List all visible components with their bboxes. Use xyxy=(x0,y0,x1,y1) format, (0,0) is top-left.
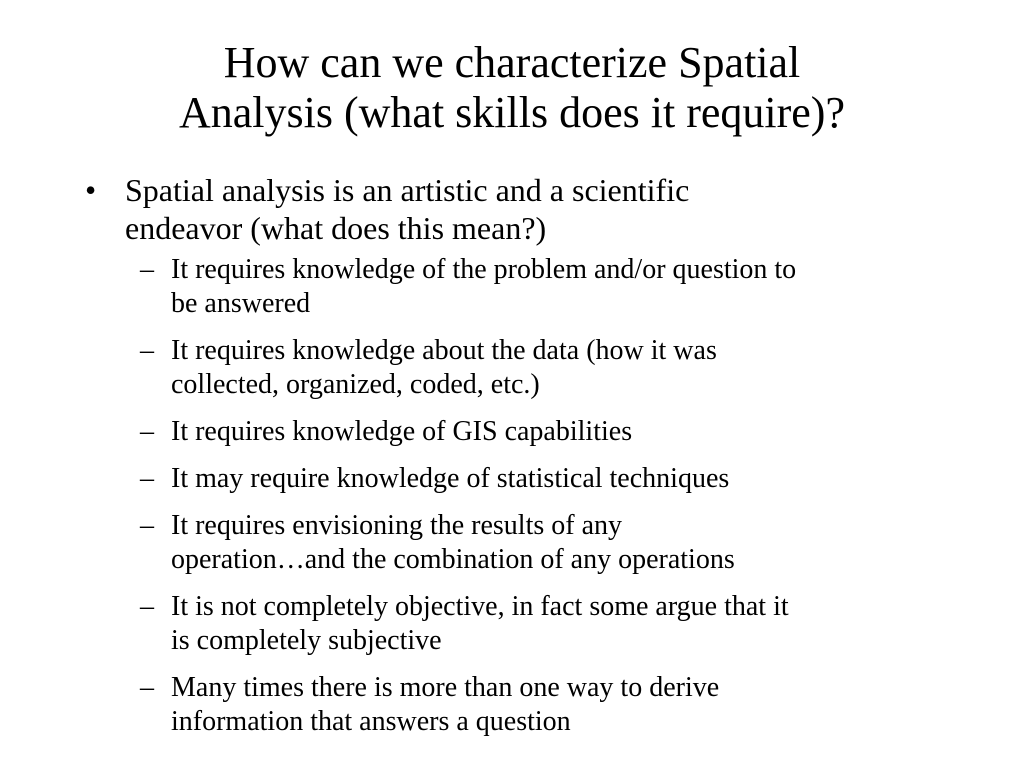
dash-marker: – xyxy=(140,416,154,447)
dash-marker: – xyxy=(140,335,154,366)
sub-bullet-6-line-1: It is not completely objective, in fact some argue that it xyxy=(171,591,789,622)
sub-bullet-7-line-2: information that answers a question xyxy=(171,706,571,737)
sub-bullet-2 xyxy=(140,334,985,402)
sub-bullet-5-line-2: operation…and the combination of any operations xyxy=(171,544,735,575)
dash-marker: – xyxy=(140,672,154,703)
sub-bullet-7 xyxy=(140,671,985,739)
sub-bullet-5-line-1: It requires envisioning the results of any xyxy=(171,510,623,541)
sub-bullet-3 xyxy=(140,415,985,449)
sub-bullet-1 xyxy=(140,253,985,321)
sub-bullet-5 xyxy=(140,509,985,577)
sub-bullet-4-line-1: It may require knowledge of statistical techniques xyxy=(171,463,730,494)
main-bullet-line-1: Spatial analysis is an artistic and a scientific xyxy=(125,172,690,208)
dash-marker: – xyxy=(140,591,154,622)
dash-marker: – xyxy=(140,510,154,541)
sub-bullet-4 xyxy=(140,462,985,496)
sub-bullet-1-line-1: It requires knowledge of the problem and/or question to xyxy=(171,254,797,285)
sub-bullet-6 xyxy=(140,590,985,658)
main-bullet xyxy=(85,171,985,247)
sub-bullet-2-line-2: collected, organized, coded, etc.) xyxy=(171,369,540,400)
slide-body xyxy=(85,171,985,752)
dash-marker: – xyxy=(140,463,154,494)
sub-bullet-1-line-2: be answered xyxy=(171,288,311,319)
title-line-2: Analysis (what skills does it require)? xyxy=(179,88,845,137)
sub-bullet-list xyxy=(85,253,985,739)
slide-title xyxy=(60,38,964,138)
sub-bullet-3-line-1: It requires knowledge of GIS capabilities xyxy=(171,416,633,447)
dash-marker: – xyxy=(140,254,154,285)
sub-bullet-7-line-1: Many times there is more than one way to derive xyxy=(171,672,720,703)
main-bullet-line-2: endeavor (what does this mean?) xyxy=(125,210,547,246)
bullet-marker: • xyxy=(85,172,97,208)
title-line-1: How can we characterize Spatial xyxy=(223,38,801,87)
sub-bullet-2-line-1: It requires knowledge about the data (how it was xyxy=(171,335,717,366)
sub-bullet-6-line-2: is completely subjective xyxy=(171,625,442,656)
